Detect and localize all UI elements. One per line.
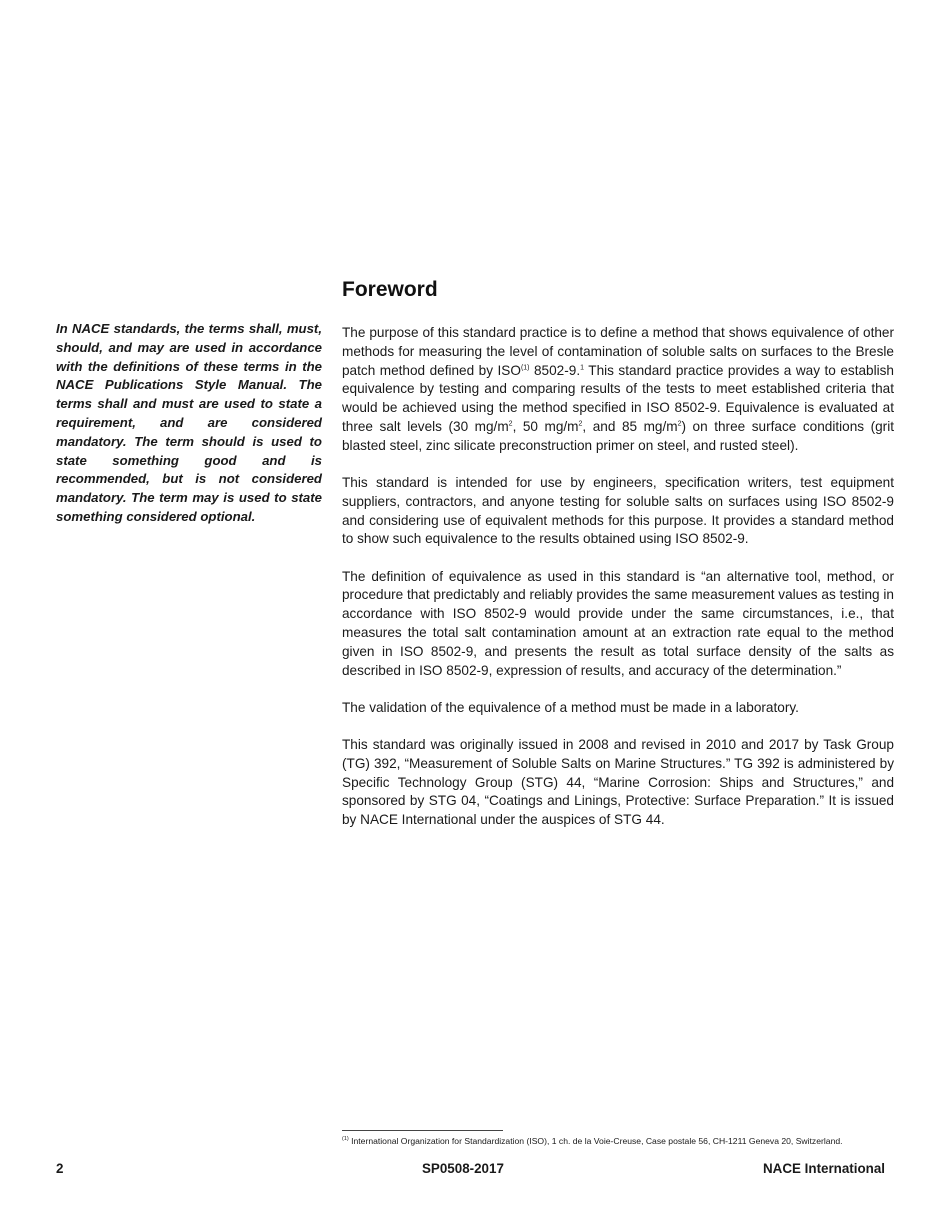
reference-marker: 1 [580, 364, 585, 372]
document-id: SP0508-2017 [422, 1161, 504, 1176]
paragraph-definition: The definition of equivalence as used in this standard is “an alternative tool, method, or procedure that predictably and reliably provides the same measurement values as testing in accordance with ISO 8502-9 would provide under the same circumstances, i.e., that measures the total salt contamination amount at an extraction rate equal to the method given in ISO 8502-9, and presents the result as total surface density of the salts as described in ISO 8502-9, expression of results, and accuracy of the determination.” [342, 568, 894, 678]
page-number: 2 [56, 1161, 64, 1176]
terminology-note: In NACE standards, the terms shall, must, should, and may are used in accordance with the definitions of these terms in the NACE Publications Style Manual. The terms shall and must are used to state a requirement, and are considered mandatory. The term should is used to state something good and is recommended, but is not considered mandatory. The term may is used to state something considered optional. [56, 321, 322, 524]
footnote-text: International Organization for Standardization (ISO), 1 ch. de la Voie-Creuse, Case postale 56, CH-1211 Geneva 20, Switzerland. [348, 1136, 843, 1146]
paragraph-validation: The validation of the equivalence of a method must be made in a laboratory. [342, 699, 799, 715]
footnote-divider [342, 1130, 503, 1131]
footnote-marker: (1) [520, 364, 530, 372]
footnote-marker: (1) [342, 1136, 349, 1143]
foreword-section [342, 276, 894, 848]
section-heading: Foreword [342, 278, 438, 301]
publisher-name: NACE International [763, 1161, 886, 1176]
paragraph-history: This standard was originally issued in 2008 and revised in 2010 and 2017 by Task Group (TG) 392, “Measurement of Soluble Salts on Marine Structures.” TG 392 is administered by Specific Technology Group (STG) 44, “Marine Corrosion: Ships and Structures,” and sponsored by STG 04, “Coatings and Linings, Protective: Surface Preparation.” It is issued by NACE International under the auspices of STG 44. [342, 736, 894, 828]
paragraph-purpose: The purpose of this standard practice is to define a method that shows equivalence of other methods for measuring the level of contamination of soluble salts on surfaces to the Bresle patch method defined by ISO$^{(1)}$ 8502-9.$^1$ This standard practice provides a way to establish equivalence by testing and comparing results of the tests to meet established criteria that would be achieved using the method specified in ISO 8502-9. Equivalence is evaluated at three salt levels (30 $mg/m^2$, 50 $mg/m^2$, and 85 $mg/m^2$) on three surface conditions (grit blasted steel, zinc silicate preconstruction primer on steel, and rusted steel). [342, 325, 894, 453]
footnote [342, 1136, 902, 1147]
paragraph-audience: This standard is intended for use by engineers, specification writers, test equipment suppliers, contractors, and anyone testing for soluble salts on surfaces using ISO 8502-9 and considering use of equivalent methods for this purpose. It provides a standard method to show such equivalence to the results obtained using ISO 8502-9. [342, 474, 894, 547]
